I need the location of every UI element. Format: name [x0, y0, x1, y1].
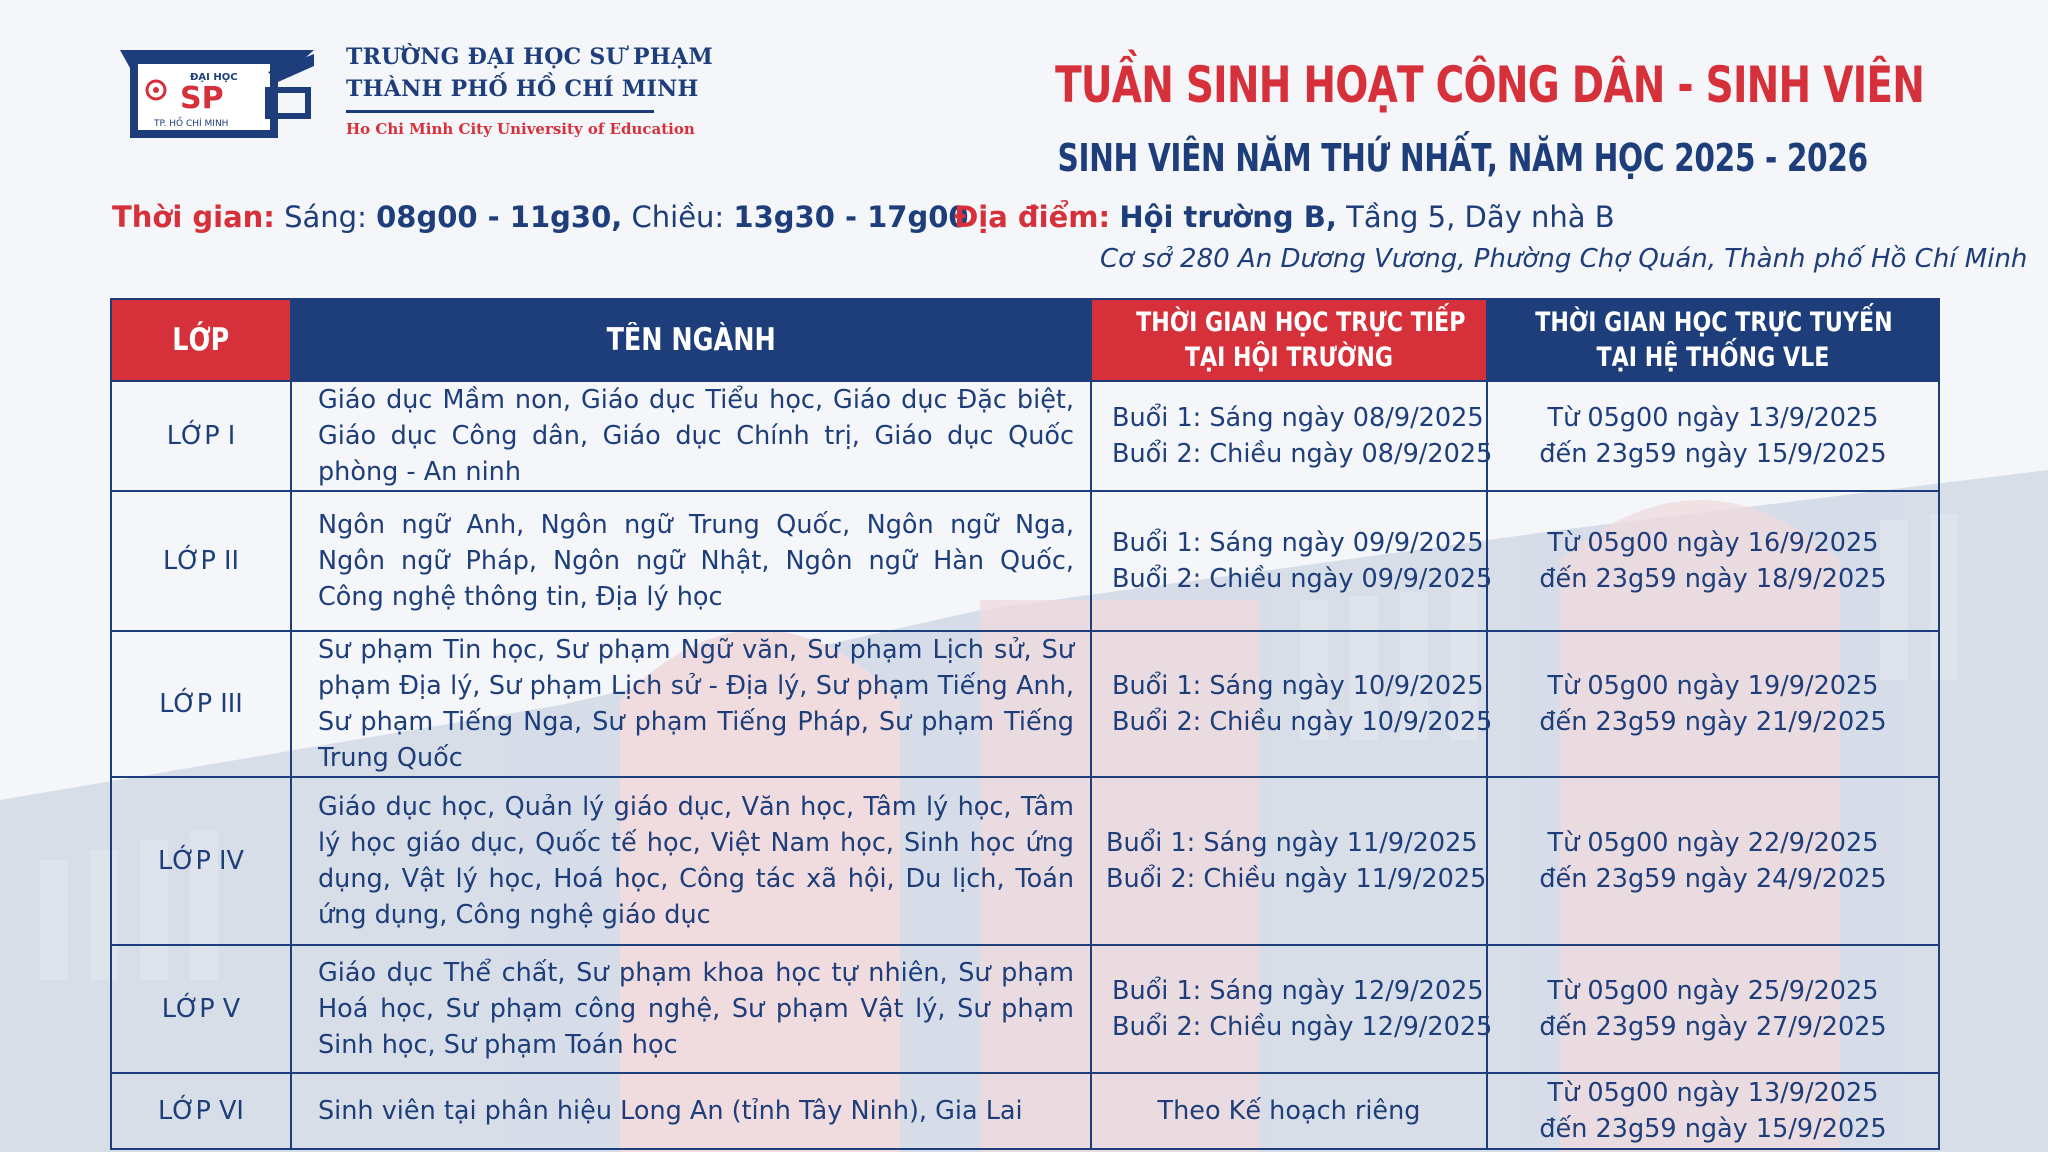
major-cell: Sư phạm Tin học, Sư phạm Ngữ văn, Sư phạm Lịch sử, Sư phạm Địa lý, Sư phạm Lịch sử - Địa lý, Sư phạm Tiếng Anh, Sư phạm Tiếng Nga, Sư phạm Tiếng Pháp, Sư phạm Tiếng Trung Quốc [291, 631, 1091, 777]
afternoon-time: 13g30 - 17g00 [733, 200, 969, 234]
direct-session-2: Buổi 2: Chiều ngày 12/9/2025 [1112, 1012, 1493, 1042]
direct-time-cell [1091, 777, 1487, 945]
direct-session-1: Buổi 1: Sáng ngày 09/9/2025 [1112, 528, 1484, 558]
major-cell: Sinh viên tại phân hiệu Long An (tỉnh Tây Ninh), Gia Lai [291, 1073, 1091, 1149]
direct-session-2: Buổi 2: Chiều ngày 11/9/2025 [1106, 864, 1487, 894]
university-name-divider [346, 110, 654, 113]
header-direct-time: THỜI GIAN HỌC TRỰC TIẾP TẠI HỘI TRƯỜNG [1091, 299, 1487, 381]
table-row [111, 945, 1939, 1073]
university-logo [118, 46, 318, 146]
hall-name: Hội trường B, [1119, 200, 1337, 234]
afternoon-label: Chiều: [631, 200, 725, 234]
morning-time: 08g00 - 11g30, [376, 200, 623, 234]
table-row [111, 1073, 1939, 1149]
online-end: đến 23g59 ngày 27/9/2025 [1539, 1012, 1887, 1042]
table-row [111, 491, 1939, 631]
table-row [111, 777, 1939, 945]
major-cell: Giáo dục Mầm non, Giáo dục Tiểu học, Giáo dục Đặc biệt, Giáo dục Công dân, Giáo dục Chính trị, Giáo dục Quốc phòng - An ninh [291, 381, 1091, 491]
online-end: đến 23g59 ngày 24/9/2025 [1539, 864, 1887, 894]
direct-time-cell: Theo Kế hoạch riêng [1091, 1073, 1487, 1149]
online-end: đến 23g59 ngày 21/9/2025 [1539, 707, 1887, 737]
online-end: đến 23g59 ngày 15/9/2025 [1539, 1114, 1887, 1144]
schedule-table [110, 298, 1940, 1150]
class-cell: LỚP VI [111, 1073, 291, 1149]
class-cell: LỚP III [111, 631, 291, 777]
online-time-cell [1487, 1073, 1939, 1149]
university-name-line2: THÀNH PHỐ HỒ CHÍ MINH [346, 76, 699, 102]
online-start: Từ 05g00 ngày 19/9/2025 [1547, 671, 1879, 701]
direct-session-1: Buổi 1: Sáng ngày 11/9/2025 [1106, 828, 1478, 858]
class-cell: LỚP I [111, 381, 291, 491]
logo-top-text: ĐẠI HỌC [190, 72, 238, 83]
time-label: Thời gian: [112, 200, 275, 234]
direct-time-cell [1091, 945, 1493, 1073]
direct-session-2: Buổi 2: Chiều ngày 09/9/2025 [1112, 564, 1493, 594]
online-time-cell [1487, 777, 1939, 945]
direct-session-2: Buổi 2: Chiều ngày 08/9/2025 [1112, 439, 1493, 469]
direct-time-cell [1091, 631, 1493, 777]
page-subtitle: SINH VIÊN NĂM THỨ NHẤT, NĂM HỌC 2025 - 2026 [1057, 136, 1868, 180]
major-cell: Ngôn ngữ Anh, Ngôn ngữ Trung Quốc, Ngôn ngữ Nga, Ngôn ngữ Pháp, Ngôn ngữ Nhật, Ngôn ngữ Hàn Quốc, Công nghệ thông tin, Địa lý học [291, 491, 1091, 631]
online-time-cell [1487, 491, 1939, 631]
direct-session-1: Buổi 1: Sáng ngày 10/9/2025 [1112, 671, 1484, 701]
direct-time-cell [1091, 381, 1493, 491]
major-cell: Giáo dục học, Quản lý giáo dục, Văn học, Tâm lý học, Tâm lý học giáo dục, Quốc tế học, Việt Nam học, Sinh học ứng dụng, Vật lý học, Hoá học, Công tác xã hội, Du lịch, Toán ứng dụng, Công nghệ giáo dục [291, 777, 1091, 945]
online-time-cell [1487, 631, 1939, 777]
header-major: TÊN NGÀNH [291, 299, 1091, 381]
online-time-cell [1487, 945, 1939, 1073]
location-info [954, 200, 1615, 234]
online-end: đến 23g59 ngày 15/9/2025 [1539, 439, 1887, 469]
table-row [111, 381, 1939, 491]
direct-time-cell [1091, 491, 1493, 631]
header-online-time: THỜI GIAN HỌC TRỰC TUYẾN TẠI HỆ THỐNG VLE [1487, 299, 1939, 381]
table-header-row [111, 299, 1939, 381]
location-address: Cơ sở 280 An Dương Vương, Phường Chợ Quán, Thành phố Hồ Chí Minh [1100, 244, 2028, 274]
online-start: Từ 05g00 ngày 25/9/2025 [1547, 976, 1879, 1006]
logo-mark-text: SP [180, 81, 224, 116]
class-cell: LỚP IV [111, 777, 291, 945]
hall-detail: Tầng 5, Dãy nhà B [1346, 200, 1615, 234]
location-label: Địa điểm: [954, 200, 1111, 234]
online-time-cell [1487, 381, 1939, 491]
direct-session-1: Buổi 1: Sáng ngày 08/9/2025 [1112, 403, 1484, 433]
university-name-en: Ho Chi Minh City University of Education [346, 120, 695, 138]
class-cell: LỚP V [111, 945, 291, 1073]
direct-session-2: Buổi 2: Chiều ngày 10/9/2025 [1112, 707, 1493, 737]
direct-session-1: Buổi 1: Sáng ngày 12/9/2025 [1112, 976, 1484, 1006]
header-class: LỚP [111, 299, 291, 381]
morning-label: Sáng: [284, 200, 367, 234]
online-end: đến 23g59 ngày 18/9/2025 [1539, 564, 1887, 594]
time-info [112, 200, 969, 234]
table-row [111, 631, 1939, 777]
page-title: TUẦN SINH HOẠT CÔNG DÂN - SINH VIÊN [1055, 56, 1924, 114]
online-start: Từ 05g00 ngày 13/9/2025 [1547, 403, 1879, 433]
logo-bottom-text: TP. HỒ CHÍ MINH [154, 119, 229, 129]
class-cell: LỚP II [111, 491, 291, 631]
major-cell: Giáo dục Thể chất, Sư phạm khoa học tự nhiên, Sư phạm Hoá học, Sư phạm công nghệ, Sư phạm Vật lý, Sư phạm Sinh học, Sư phạm Toán học [291, 945, 1091, 1073]
online-start: Từ 05g00 ngày 13/9/2025 [1547, 1078, 1879, 1108]
university-name-line1: TRƯỜNG ĐẠI HỌC SƯ PHẠM [346, 44, 714, 70]
online-start: Từ 05g00 ngày 16/9/2025 [1547, 528, 1879, 558]
online-start: Từ 05g00 ngày 22/9/2025 [1547, 828, 1879, 858]
